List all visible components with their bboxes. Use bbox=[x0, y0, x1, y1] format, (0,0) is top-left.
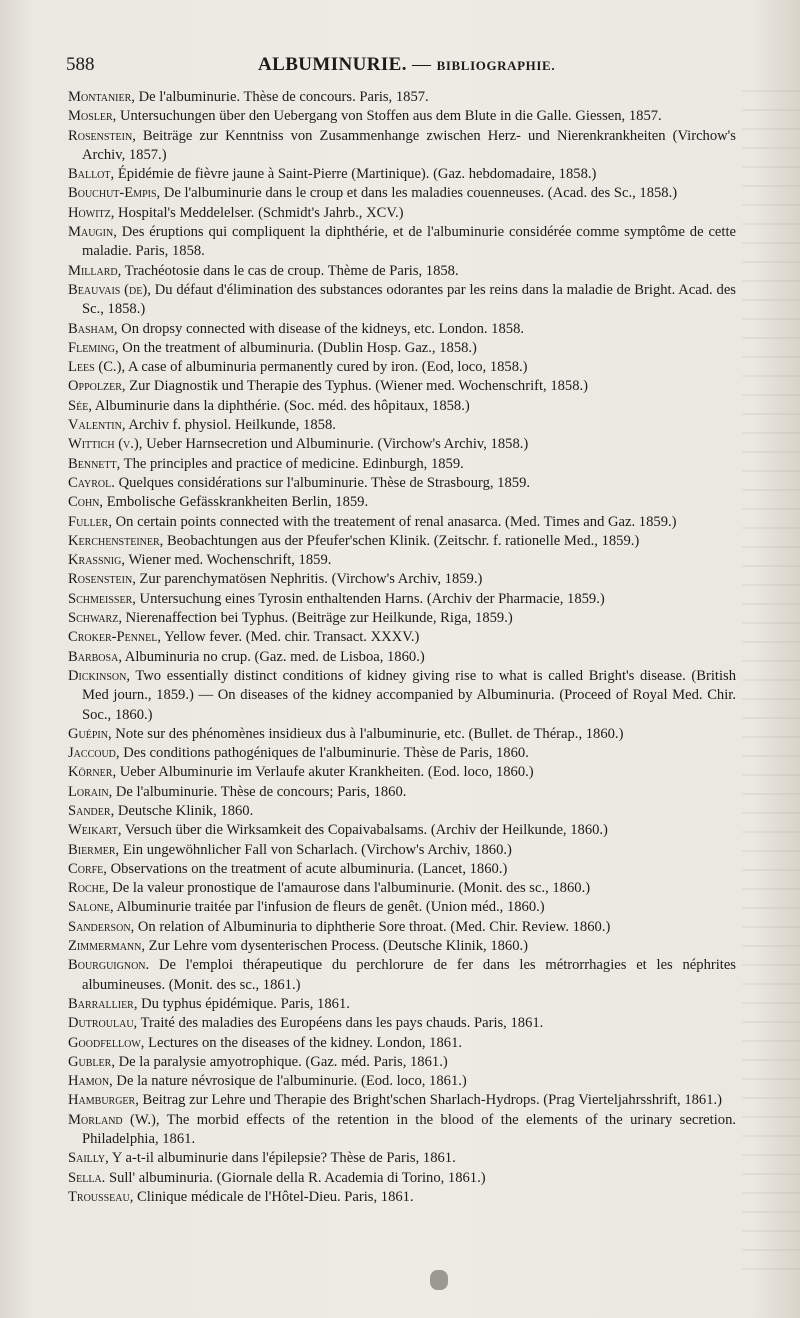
running-title-subtitle: BIBLIOGRAPHIE. bbox=[436, 58, 556, 73]
entry-author: Schmeisser bbox=[68, 590, 133, 607]
bibliography-entry bbox=[68, 802, 736, 821]
entry-author: Jaccoud bbox=[68, 745, 116, 762]
entry-author: Barrallier bbox=[68, 995, 134, 1012]
entry-text: , The principles and practice of medicine. Edinburgh, 1859. bbox=[116, 455, 464, 472]
bibliography-entry bbox=[68, 551, 736, 570]
bibliography-entry bbox=[68, 725, 736, 744]
entry-author: Sander bbox=[68, 802, 111, 819]
entry-author: Dutroulau bbox=[68, 1015, 134, 1032]
entry-text: , Beobachtungen aus der Pfeufer'schen Klinik. (Zeitschr. f. rationelle Med., 1859.) bbox=[159, 532, 640, 549]
bibliography-entry bbox=[68, 493, 736, 512]
entry-author: Krassnig bbox=[68, 552, 122, 569]
bibliography-entry bbox=[68, 821, 736, 840]
entry-text: , Deutsche Klinik, 1860. bbox=[110, 802, 254, 819]
bibliography-entry bbox=[68, 898, 736, 917]
entry-author: Montanier bbox=[68, 89, 132, 105]
entry-author: Maugin bbox=[68, 224, 114, 241]
bibliography-entry bbox=[68, 397, 736, 416]
entry-text: , Yellow fever. (Med. chir. Transact. XXXV.) bbox=[157, 629, 420, 646]
bibliography-entry bbox=[68, 1149, 736, 1168]
entry-author: Fleming bbox=[68, 339, 115, 356]
bibliography-entry bbox=[68, 995, 736, 1014]
bibliography-entry bbox=[68, 956, 736, 995]
entry-author: Sée bbox=[68, 397, 89, 414]
bibliography-entry bbox=[68, 1072, 736, 1091]
entry-text: , Du défaut d'élimination des substances odorantes par les reins dans la maladie de Bright. Acad. des Sc., 1858.) bbox=[82, 281, 736, 318]
bibliography-entry bbox=[68, 88, 736, 107]
entry-text: , De l'albuminurie. Thèse de concours; Paris, 1860. bbox=[108, 783, 407, 800]
bibliography-entry bbox=[68, 1188, 736, 1207]
entry-author: Bouchut-Empis bbox=[68, 185, 157, 202]
entry-author: Körner bbox=[68, 764, 113, 781]
entry-author: Rosenstein bbox=[68, 127, 133, 144]
entry-text: , Lectures on the diseases of the kidney. London, 1861. bbox=[140, 1034, 463, 1051]
entry-text: , De la paralysie amyotrophique. (Gaz. méd. Paris, 1861.) bbox=[111, 1053, 448, 1070]
entry-text: , Zur Lehre vom dysenterischen Process. (Deutsche Klinik, 1860.) bbox=[141, 938, 529, 955]
running-title-main: ALBUMINURIE. bbox=[258, 54, 407, 75]
entry-author: Schwarz bbox=[68, 610, 119, 627]
entry-text: , The morbid effects of the retention in the blood of the elements of the urinary secretion. Philadelphia, 1861. bbox=[82, 1111, 737, 1148]
bibliography-entry bbox=[68, 744, 736, 763]
bibliography-entry bbox=[68, 783, 736, 802]
bibliography-entry bbox=[68, 1053, 736, 1072]
bibliography-entry bbox=[68, 1014, 736, 1033]
bibliography-entry bbox=[68, 879, 736, 898]
bibliography-entry bbox=[68, 377, 736, 396]
entry-author: Biermer bbox=[68, 841, 116, 858]
ink-speck bbox=[430, 1270, 448, 1290]
bibliography-entry bbox=[68, 628, 736, 647]
bibliography-entry bbox=[68, 841, 736, 860]
running-title-separator: — bbox=[406, 54, 437, 75]
entry-text: , Untersuchung eines Tyrosin enthaltenden Harns. (Archiv der Pharmacie, 1859.) bbox=[132, 590, 605, 607]
entry-text: , De l'albuminurie dans le croup et dans les maladies couenneuses. (Acad. des Sc., 1858.) bbox=[156, 185, 678, 202]
entry-author: Hamburger bbox=[68, 1092, 136, 1109]
bibliography-entry bbox=[68, 1169, 736, 1188]
entry-author: Lorain bbox=[68, 783, 109, 800]
bibliography-entry bbox=[68, 184, 736, 203]
entry-text: . Sull' albuminuria. (Giornale della R. Academia di Torino, 1861.) bbox=[101, 1169, 486, 1186]
entry-text: , On certain points connected with the treatement of renal anasarca. (Med. Times and Gaz. 1859.) bbox=[108, 513, 677, 530]
bibliography-entry bbox=[68, 590, 736, 609]
entry-author: Cayrol bbox=[68, 474, 112, 491]
entry-text: , Épidémie de fièvre jaune à Saint-Pierre (Martinique). (Gaz. hebdomadaire, 1858.) bbox=[110, 166, 597, 183]
entry-author: Corfe bbox=[68, 860, 104, 877]
entry-text: , Albuminurie dans la diphthérie. (Soc. méd. des hôpitaux, 1858.) bbox=[88, 397, 470, 414]
entry-text: , Embolische Gefässkrankheiten Berlin, 1859. bbox=[99, 494, 369, 511]
entry-author: Sella bbox=[68, 1169, 102, 1186]
entry-text: , Albuminuria no crup. (Gaz. med. de Lisboa, 1860.) bbox=[118, 648, 425, 665]
entry-text: , Beiträge zur Kenntniss von Zusammenhange zwischen Herz- und Nierenkrankheiten (Virchow's Archiv, 1857.) bbox=[82, 127, 736, 163]
entry-author: Fuller bbox=[68, 513, 109, 530]
entry-text: , Observations on the treatment of acute albuminuria. (Lancet, 1860.) bbox=[103, 860, 508, 877]
bibliography-entry bbox=[68, 860, 736, 879]
page-number: 588 bbox=[66, 54, 95, 75]
bibliography-entry bbox=[68, 570, 736, 589]
bibliography-entry bbox=[68, 609, 736, 628]
entry-text: , Note sur des phénomènes insidieux dus à l'albuminurie, etc. (Bullet. de Thérap., 1860.) bbox=[107, 725, 624, 742]
bibliography-entry bbox=[68, 262, 736, 281]
entry-author: Croker-Pennel bbox=[68, 629, 158, 646]
entry-author: Rosenstein bbox=[68, 571, 133, 588]
entry-text: , Ein ungewöhnlicher Fall von Scharlach. (Virchow's Archiv, 1860.) bbox=[115, 841, 512, 858]
entry-author: Barbosa bbox=[68, 648, 119, 665]
entry-author: Salone bbox=[68, 899, 110, 916]
entry-text: , Hospital's Meddelelser. (Schmidt's Jahrb., XCV.) bbox=[110, 204, 404, 221]
bibliography-entry bbox=[68, 1091, 736, 1110]
entry-text: , Traité des maladies des Européens dans les pays chauds. Paris, 1861. bbox=[133, 1015, 544, 1032]
entry-text: , On relation of Albuminuria to diphtherie Sore throat. (Med. Chir. Review. 1860.) bbox=[130, 918, 611, 935]
bibliography-entry bbox=[68, 416, 736, 435]
entry-author: Sanderson bbox=[68, 918, 131, 935]
entry-text: , Albuminurie traitée par l'infusion de fleurs de genêt. (Union méd., 1860.) bbox=[110, 899, 545, 916]
bibliography-entry bbox=[68, 1034, 736, 1053]
entry-author: Beauvais (de) bbox=[68, 281, 148, 298]
entry-text: , Clinique médicale de l'Hôtel-Dieu. Paris, 1861. bbox=[129, 1188, 414, 1205]
entry-text: , De la nature névrosique de l'albuminurie. (Eod. loco, 1861.) bbox=[109, 1073, 467, 1090]
entry-text: , Y a-t-il albuminurie dans l'épilepsie? Thèse de Paris, 1861. bbox=[105, 1150, 456, 1167]
entry-text: , De la valeur pronostique de l'amaurose dans l'albuminurie. (Monit. des sc., 1860.) bbox=[104, 880, 591, 897]
bibliography-entry bbox=[68, 667, 736, 725]
entry-text: , Nierenaffection bei Typhus. (Beiträge zur Heilkunde, Riga, 1859.) bbox=[118, 610, 513, 627]
entry-text: , Zur parenchymatösen Nephritis. (Virchow's Archiv, 1859.) bbox=[132, 571, 483, 588]
bibliography-entry bbox=[68, 937, 736, 956]
entry-author: Oppolzer bbox=[68, 378, 122, 395]
entry-author: Trousseau bbox=[68, 1188, 130, 1205]
entry-author: Mosler bbox=[68, 108, 113, 125]
bibliography-entry bbox=[68, 320, 736, 339]
entry-text: , Beitrag zur Lehre und Therapie des Bright'schen Sharlach-Hydrops. (Prag Vierteljahrsshrift, 1861.) bbox=[135, 1092, 723, 1109]
bibliography-entry bbox=[68, 532, 736, 551]
bibliography-entry bbox=[68, 474, 736, 493]
entry-text: , On dropsy connected with disease of the kidneys, etc. London. 1858. bbox=[113, 320, 525, 337]
bibliography-entry bbox=[68, 223, 736, 262]
entry-text: , Du typhus épidémique. Paris, 1861. bbox=[133, 995, 350, 1012]
entry-author: Cohn bbox=[68, 494, 100, 511]
entry-author: Dickinson bbox=[68, 667, 127, 684]
bleed-through-text bbox=[742, 90, 800, 1280]
bibliography-entry bbox=[68, 455, 736, 474]
bibliography-entry bbox=[68, 339, 736, 358]
bibliography-entry bbox=[68, 1111, 736, 1150]
entry-text: , Wiener med. Wochenschrift, 1859. bbox=[121, 552, 332, 569]
entry-text: , A case of albuminuria permanently cured by iron. (Eod, loco, 1858.) bbox=[121, 359, 528, 376]
entry-author: Morland (W.) bbox=[68, 1111, 156, 1128]
bibliography-entry bbox=[68, 358, 736, 377]
bibliography-entry bbox=[68, 165, 736, 184]
entry-author: Valentin bbox=[68, 417, 122, 434]
entry-text: , De l'albuminurie. Thèse de concours. Paris, 1857. bbox=[131, 89, 429, 105]
entry-author: Kerchensteiner bbox=[68, 532, 160, 549]
entry-author: Millard bbox=[68, 262, 118, 279]
entry-author: Weikart bbox=[68, 822, 118, 839]
entry-author: Lees (C.) bbox=[68, 359, 122, 376]
entry-text: , Archiv f. physiol. Heilkunde, 1858. bbox=[121, 417, 336, 434]
entry-text: , Untersuchungen über den Uebergang von Stoffen aus dem Blute in die Galle. Giessen, 1857. bbox=[112, 108, 662, 125]
running-title bbox=[258, 54, 555, 76]
entry-author: Goodfellow bbox=[68, 1034, 141, 1051]
entry-text: . Quelques considérations sur l'albuminurie. Thèse de Strasbourg, 1859. bbox=[111, 474, 531, 491]
entry-author: Hamon bbox=[68, 1073, 110, 1090]
entry-text: , Trachéotosie dans le cas de croup. Thème de Paris, 1858. bbox=[117, 262, 459, 279]
entry-text: , On the treatment of albuminuria. (Dublin Hosp. Gaz., 1858.) bbox=[115, 339, 477, 356]
entry-author: Howitz bbox=[68, 204, 111, 221]
bibliography-entry bbox=[68, 281, 736, 320]
entry-author: Basham bbox=[68, 320, 114, 337]
entry-text: , Des conditions pathogéniques de l'albuminurie. Thèse de Paris, 1860. bbox=[115, 745, 529, 762]
bibliography-entry bbox=[68, 918, 736, 937]
entry-author: Wittich (v.) bbox=[68, 436, 139, 453]
entry-text: , Ueber Harnsecretion und Albuminurie. (Virchow's Archiv, 1858.) bbox=[138, 436, 529, 453]
entry-author: Guépin bbox=[68, 725, 108, 742]
bibliography-list bbox=[68, 88, 736, 1207]
bibliography-entry bbox=[68, 763, 736, 782]
entry-author: Sailly bbox=[68, 1150, 106, 1167]
bibliography-entry bbox=[68, 107, 736, 126]
entry-text: , Zur Diagnostik und Therapie des Typhus. (Wiener med. Wochenschrift, 1858.) bbox=[121, 378, 589, 395]
bibliography-entry bbox=[68, 127, 736, 166]
running-header bbox=[66, 54, 756, 82]
bibliography-entry bbox=[68, 513, 736, 532]
entry-author: Ballot bbox=[68, 166, 111, 183]
entry-author: Zimmermann bbox=[68, 938, 142, 955]
entry-text: , Des éruptions qui compliquent la diphthérie, et de l'albuminurie considérée comme symptôme de cette maladie. Paris, 1858. bbox=[82, 224, 736, 260]
bibliography-entry bbox=[68, 204, 736, 223]
bibliography-entry bbox=[68, 435, 736, 454]
entry-text: . De l'emploi thérapeutique du perchlorure de fer dans les métrorrhagies et les néphrites albumineuses. (Monit. des sc., 1861.) bbox=[82, 957, 736, 993]
entry-text: , Two essentially distinct conditions of kidney giving rise to what is called Bright's disease. (British Med journ., 1859.) — On diseases of the kidney accompanied by Albuminuria. (Proceed of Royal Med. Chir. Soc., 1860.) bbox=[82, 667, 736, 723]
entry-text: , Ueber Albuminurie im Verlaufe akuter Krankheiten. (Eod. loco, 1860.) bbox=[112, 764, 534, 781]
bibliography-entry bbox=[68, 648, 736, 667]
entry-author: Bourguignon bbox=[68, 957, 146, 974]
entry-author: Gubler bbox=[68, 1053, 112, 1070]
entry-text: , Versuch über die Wirksamkeit des Copaivabalsams. (Archiv der Heilkunde, 1860.) bbox=[117, 822, 608, 839]
entry-author: Bennett bbox=[68, 455, 117, 472]
entry-author: Roche bbox=[68, 880, 105, 897]
